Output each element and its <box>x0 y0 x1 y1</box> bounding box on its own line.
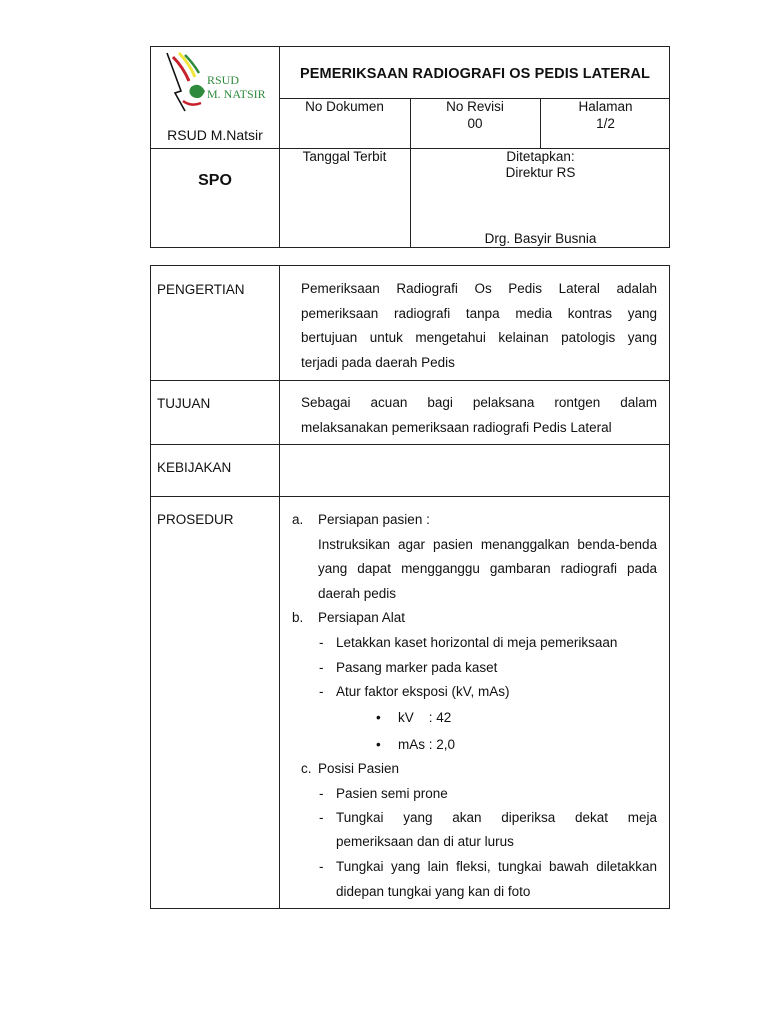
tujuan-text <box>301 391 657 440</box>
section-a-line: yang dapat mengganggu gambaran radiografi pada <box>318 561 657 576</box>
section-b-item: Pasang marker pada kaset <box>336 660 498 675</box>
tujuan-line: melaksanakan pemeriksaan radiografi Pedis Lateral <box>301 419 612 435</box>
tanggal-terbit-label: Tanggal Terbit <box>302 149 387 164</box>
exposure-kv: kV : 42 <box>398 710 452 725</box>
section-c-title: Posisi Pasien <box>318 761 400 776</box>
bullet-icon: • <box>376 737 381 752</box>
list-marker-b: b. <box>292 610 304 625</box>
section-c-item: Tungkai yang lain fleksi, tungkai bawah diletakkan <box>336 859 657 874</box>
halaman-label: Halaman <box>578 99 633 114</box>
svg-text:M. NATSIR: M. NATSIR <box>207 87 266 101</box>
ditetapkan-by: Direktur RS <box>505 165 576 180</box>
dash-marker: - <box>319 684 324 699</box>
hospital-logo <box>161 51 271 117</box>
header-divider <box>151 148 279 149</box>
no-revisi-value: 00 <box>467 116 483 131</box>
procedure-table <box>150 265 670 909</box>
section-c-item: pemeriksaan dan di atur lurus <box>336 834 514 849</box>
section-b-item: Letakkan kaset horizontal di meja pemeriksaan <box>336 635 618 650</box>
rsud-logo-icon <box>161 51 271 117</box>
list-marker-a: a. <box>292 512 304 527</box>
section-a-line: Instruksikan agar pasien menanggalkan benda-benda <box>318 537 657 552</box>
signatory-name: Drg. Basyir Busnia <box>484 231 597 246</box>
list-marker-c: c. <box>301 761 312 776</box>
hospital-name: RSUD M.Natsir <box>167 127 263 143</box>
ditetapkan-label: Ditetapkan: <box>506 149 575 164</box>
dash-marker: - <box>319 660 324 675</box>
pengertian-line: terjadi pada daerah Pedis <box>301 354 455 370</box>
section-c-item: Pasien semi prone <box>336 786 448 801</box>
dash-marker: - <box>319 859 324 874</box>
section-a-title: Persiapan pasien : <box>318 512 430 527</box>
spo-label: SPO <box>198 172 232 189</box>
section-a-line: daerah pedis <box>318 586 397 601</box>
tujuan-label: TUJUAN <box>157 396 211 411</box>
dash-marker: - <box>319 635 324 650</box>
section-b-title: Persiapan Alat <box>318 610 406 625</box>
prosedur-label: PROSEDUR <box>157 512 234 527</box>
svg-text:RSUD: RSUD <box>207 73 240 87</box>
pengertian-line: pemeriksaan radiografi tanpa media kontras yang <box>301 305 657 321</box>
row-divider <box>151 496 669 497</box>
no-dokumen-label: No Dokumen <box>305 99 384 114</box>
pengertian-line: bertujuan untuk mengetahui kelainan patologis yang <box>301 330 657 345</box>
dash-marker: - <box>319 786 324 801</box>
tujuan-line: Sebagai acuan bagi pelaksana rontgen dalam <box>301 395 657 410</box>
section-b-item: Atur faktor eksposi (kV, mAs) <box>336 684 510 699</box>
dash-marker: - <box>319 810 324 825</box>
pengertian-label: PENGERTIAN <box>157 282 245 297</box>
exposure-mas: mAs : 2,0 <box>398 737 456 752</box>
column-divider <box>279 266 280 908</box>
pengertian-text <box>301 277 657 375</box>
document-header-table <box>150 46 670 248</box>
row-divider <box>151 444 669 445</box>
halaman-value: 1/2 <box>596 116 615 131</box>
kebijakan-label: KEBIJAKAN <box>157 460 232 475</box>
pengertian-line: Pemeriksaan Radiografi Os Pedis Lateral adalah <box>301 281 657 296</box>
row-divider <box>151 380 669 381</box>
section-c-item: Tungkai yang akan diperiksa dekat meja <box>336 810 657 825</box>
bullet-icon: • <box>376 710 381 725</box>
no-revisi-label: No Revisi <box>446 99 504 114</box>
section-c-item: didepan tungkai yang kan di foto <box>336 884 531 899</box>
document-title: PEMERIKSAAN RADIOGRAFI OS PEDIS LATERAL <box>299 66 651 82</box>
